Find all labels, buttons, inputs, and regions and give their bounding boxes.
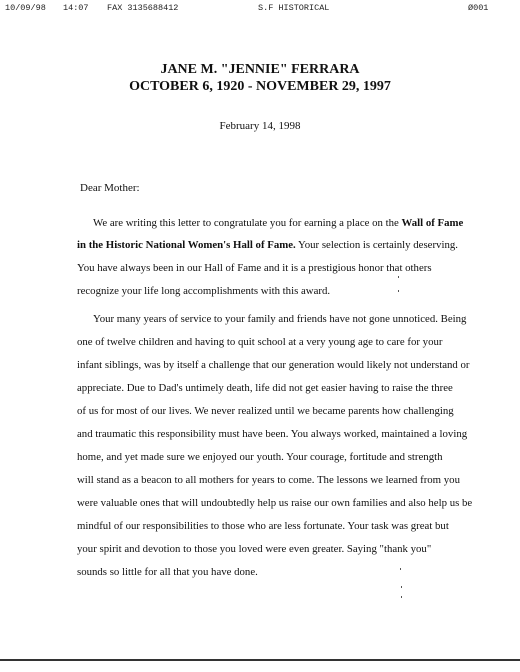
paragraph-1-line-2: [77, 238, 458, 252]
fax-sender: S.F HISTORICAL: [258, 3, 330, 13]
paragraph-2-line: Your many years of service to your family and friends have not gone unnoticed. Being: [93, 313, 467, 325]
document-title-dates: OCTOBER 6, 1920 - NOVEMBER 29, 1997: [129, 79, 391, 94]
paragraph-1-line-3: You have always been in our Hall of Fame and it is a prestigious honor that others: [77, 262, 432, 274]
paragraph-1-bold-text: in the Historic National Women's Hall of Fame.: [77, 239, 296, 251]
paragraph-2-line: of us for most of our lives. We never realized until we became parents how challenging: [77, 405, 454, 417]
fax-header: [0, 3, 520, 17]
paragraph-2-line: will stand as a beacon to all mothers for years to come. The lessons we learned from you: [77, 474, 460, 486]
letter-date: February 14, 1998: [219, 120, 301, 132]
scan-speck: [398, 290, 399, 292]
paragraph-2-line: and traumatic this responsibility must have been. You always worked, maintained a loving: [77, 428, 468, 440]
paragraph-2-line: sounds so little for all that you have done.: [77, 566, 258, 578]
paragraph-1-text: We are writing this letter to congratulate you for earning a place on the: [93, 217, 402, 229]
paragraph-2-line: mindful of our responsibilities to those who are less fortunate. Your task was great but: [77, 520, 449, 532]
paragraph-2-line: home, and yet made sure we enjoyed our youth. Your courage, fortitude and strength: [77, 451, 443, 463]
paragraph-1-bold-text: Wall of Fame: [401, 217, 464, 229]
paragraph-2-line: one of twelve children and having to quit school at a very young age to care for your: [77, 336, 443, 348]
page-bottom-rule: [0, 659, 520, 661]
paragraph-2-line: appreciate. Due to Dad's untimely death, life did not get easier having to raise the three: [77, 382, 453, 394]
scan-speck: [400, 568, 401, 570]
paragraph-2-line: infant siblings, was by itself a challenge that our generation would likely not understand or: [77, 359, 470, 371]
paragraph-2-line: your spirit and devotion to those you loved were even greater. Saying "thank you": [77, 543, 432, 555]
fax-time: 14:07: [63, 3, 89, 13]
paragraph-1-line-4: recognize your life long accomplishments with this award.: [77, 285, 331, 297]
document-title-name: JANE M. "JENNIE" FERRARA: [160, 62, 360, 77]
scan-speck: [401, 596, 402, 598]
scan-speck: [398, 276, 399, 278]
fax-page-number: Ø001: [468, 3, 489, 13]
scan-speck: [401, 586, 402, 588]
paragraph-2-line: were valuable ones that will undoubtedly help us raise our own families and also help us be: [77, 497, 473, 509]
fax-number: FAX 3135688412: [107, 3, 179, 13]
paragraph-1-text: Your selection is certainly deserving.: [295, 239, 458, 251]
letter-greeting: Dear Mother:: [80, 182, 140, 194]
fax-date: 10/09/98: [5, 3, 46, 13]
paragraph-1-line-1: [93, 216, 463, 230]
